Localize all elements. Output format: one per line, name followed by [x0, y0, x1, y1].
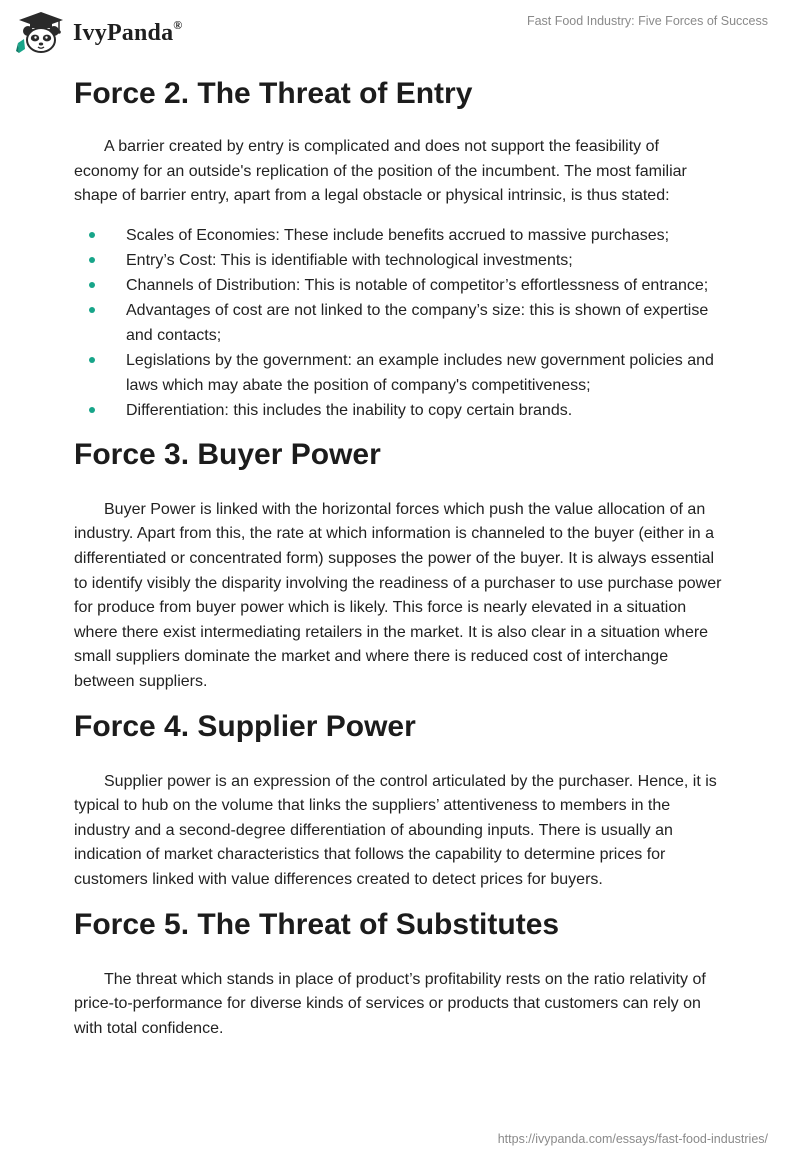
list-item [74, 348, 724, 398]
list-item [74, 298, 724, 348]
bullet-dot-icon [89, 282, 95, 288]
document-title: Fast Food Industry: Five Forces of Success [526, 14, 768, 28]
list-item [74, 273, 724, 298]
brand-name: IvyPanda® [73, 17, 183, 46]
list-item-text: Differentiation: this includes the inability to copy certain brands. [126, 401, 573, 419]
list-item [74, 398, 724, 423]
source-url-link[interactable]: https://ivypanda.com/essays/fast-food-industries/ [497, 1132, 768, 1146]
ivypanda-logo[interactable] [15, 8, 182, 58]
section-title-supplier-power: Force 4. Supplier Power [74, 709, 416, 743]
barrier-list [74, 223, 724, 423]
bullet-dot-icon [89, 232, 95, 238]
list-item [74, 223, 724, 248]
section-title-buyer-power: Force 3. Buyer Power [74, 437, 381, 471]
section-paragraph-supplier-power: Supplier power is an expression of the control articulated by the purchaser. Hence, it is typical to hub on the volume that links the suppliers’ attentiveness to members in the industry and a second-degree differentiation of abounding inputs. There is usually an indication of market characteristics that follows the capability to determine prices for customers linked with value differences created to detect prices for buyers. [74, 772, 717, 888]
section-paragraph-threat-of-substitutes: The threat which stands in place of product’s profitability rests on the ratio relativity of price-to-performance for diverse kinds of services or products that customers can rely on with total confidence. [74, 970, 706, 1037]
section-title-threat-of-substitutes: Force 5. The Threat of Substitutes [74, 907, 560, 941]
list-item [74, 248, 724, 273]
section-paragraph-buyer-power: Buyer Power is linked with the horizontal forces which push the value allocation of an industry. Apart from this, the rate at which information is channeled to the buyer (either in a differentiated or concentrated form) supposes the power of the buyer. It is always essential to identify visibly the disparity involving the readiness of a purchaser to use purchase power for produce from buyer power which is likely. This force is nearly elevated in a situation where there exist intermediating retailers in the market. It is also clear in a situation where small suppliers dominate the market and where there is reduced cost of interchange between suppliers. [74, 500, 722, 690]
list-item-text: Entry’s Cost: This is identifiable with technological investments; [126, 251, 573, 269]
bullet-dot-icon [89, 257, 95, 263]
bullet-dot-icon [89, 407, 95, 413]
page-header [0, 0, 800, 70]
bullet-dot-icon [89, 357, 95, 363]
essay-content [74, 72, 724, 1041]
list-item-text: Advantages of cost are not linked to the company’s size: this is shown of expertise and contacts; [126, 301, 709, 344]
list-item-text: Scales of Economies: These include benefits accrued to massive purchases; [126, 226, 670, 244]
section-paragraph-threat-of-entry: A barrier created by entry is complicated and does not support the feasibility of economy for an outside's replication of the position of the incumbent. The most familiar shape of barrier entry, apart from a legal obstacle or physical intrinsic, is thus stated: [74, 138, 687, 205]
bullet-dot-icon [89, 307, 95, 313]
list-item-text: Legislations by the government: an example includes new government policies and laws which may abate the position of company's competitiveness; [126, 351, 714, 394]
section-title-threat-of-entry: Force 2. The Threat of Entry [74, 77, 473, 110]
registered-mark: ® [173, 17, 183, 32]
list-item-text: Channels of Distribution: This is notable of competitor’s effortlessness of entrance; [126, 276, 709, 294]
panda-graduate-icon [15, 9, 67, 57]
